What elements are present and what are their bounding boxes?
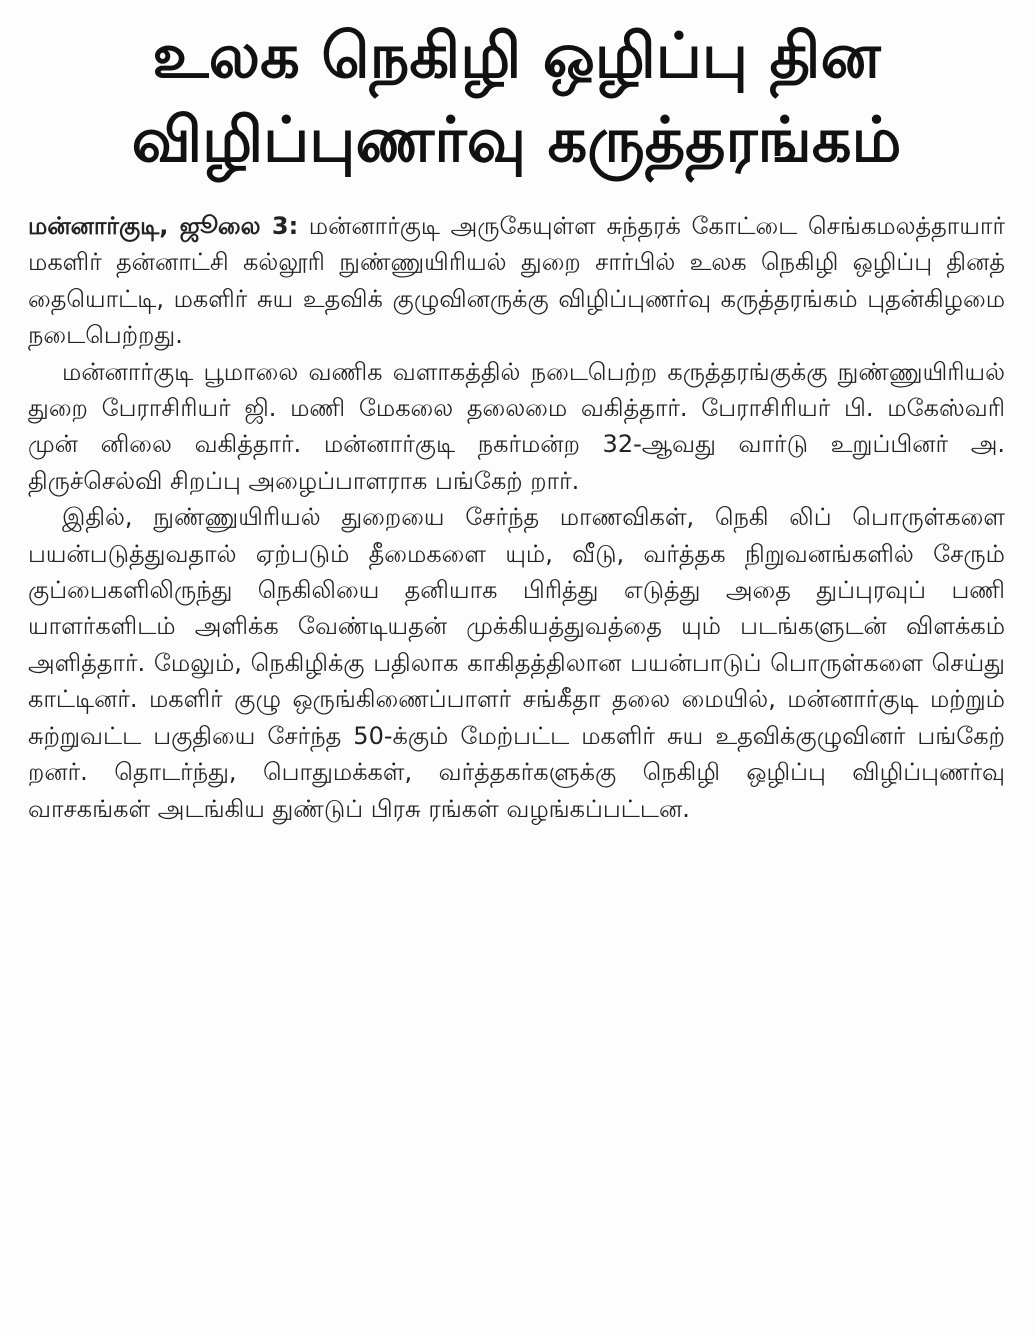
- paragraph-1-text: மன்னார்குடி அருகேயுள்ள சுந்தரக் கோட்டை செங்கமலத்தாயார் மகளிர் தன்னாட்சி கல்லூரி நுண்ணுயிரியல் துறை சார்பில் உலக நெகிழி ஒழிப்பு தினத் தையொட்டி, மகளிர் சுய உதவிக் குழுவினருக்கு விழிப்புணர்வு கருத்தரங்கம் புதன்கிழமை நடைபெற்றது.: [28, 212, 1006, 350]
- article-paragraph-3: இதில், நுண்ணுயிரியல் துறையை சேர்ந்த மாணவிகள், நெகி லிப் பொருள்களை பயன்படுத்துவதால் ஏற்படும் தீமைகளை யும், வீடு, வர்த்தக நிறுவனங்களில் சேரும் குப்பைகளிலிருந்து நெகிலியை தனியாக பிரித்து எடுத்து அதை துப்புரவுப் பணி யாளர்களிடம் அளிக்க வேண்டியதன் முக்கியத்துவத்தை யும் படங்களுடன் விளக்கம் அளித்தார். மேலும், நெகிழிக்கு பதிலாக காகிதத்திலான பயன்பாடுப் பொருள்களை செய்து காட்டினர். மகளிர் குழு ஒருங்கிணைப்பாளர் சங்கீதா தலை மையில், மன்னார்குடி மற்றும் சுற்றுவட்ட பகுதியை சேர்ந்த 50-க்கும் மேற்பட்ட மகளிர் சுய உதவிக்குழுவினர் பங்கேற் றனர். தொடர்ந்து, பொதுமக்கள், வர்த்தகர்களுக்கு நெகிழி ஒழிப்பு விழிப்புணர்வு வாசகங்கள் அடங்கிய துண்டுப் பிரசு ரங்கள் வழங்கப்பட்டன.: [28, 503, 1005, 823]
- headline-line-2: விழிப்புணர்வு கருத்தரங்கம்: [131, 103, 902, 176]
- article-body: [28, 208, 1005, 827]
- article-paragraph-1: [28, 208, 1005, 354]
- dateline: மன்னார்குடி, ஜூலை 3:: [28, 212, 299, 240]
- headline-line-1: உலக நெகிழி ஒழிப்பு தின: [152, 19, 881, 92]
- article-paragraph-2: மன்னார்குடி பூமாலை வணிக வளாகத்தில் நடைபெற்ற கருத்தரங்குக்கு நுண்ணுயிரியல் துறை பேராசிரியர் ஜி. மணி மேகலை தலைமை வகித்தார். பேராசிரியர் பி. மகேஸ்வரி முன் னிலை வகித்தார். மன்னார்குடி நகர்மன்ற 32-ஆவது வார்டு உறுப்பினர் அ. திருச்செல்வி சிறப்பு அழைப்பாளராக பங்கேற் றார்.: [28, 357, 1005, 495]
- headline: [28, 14, 1005, 182]
